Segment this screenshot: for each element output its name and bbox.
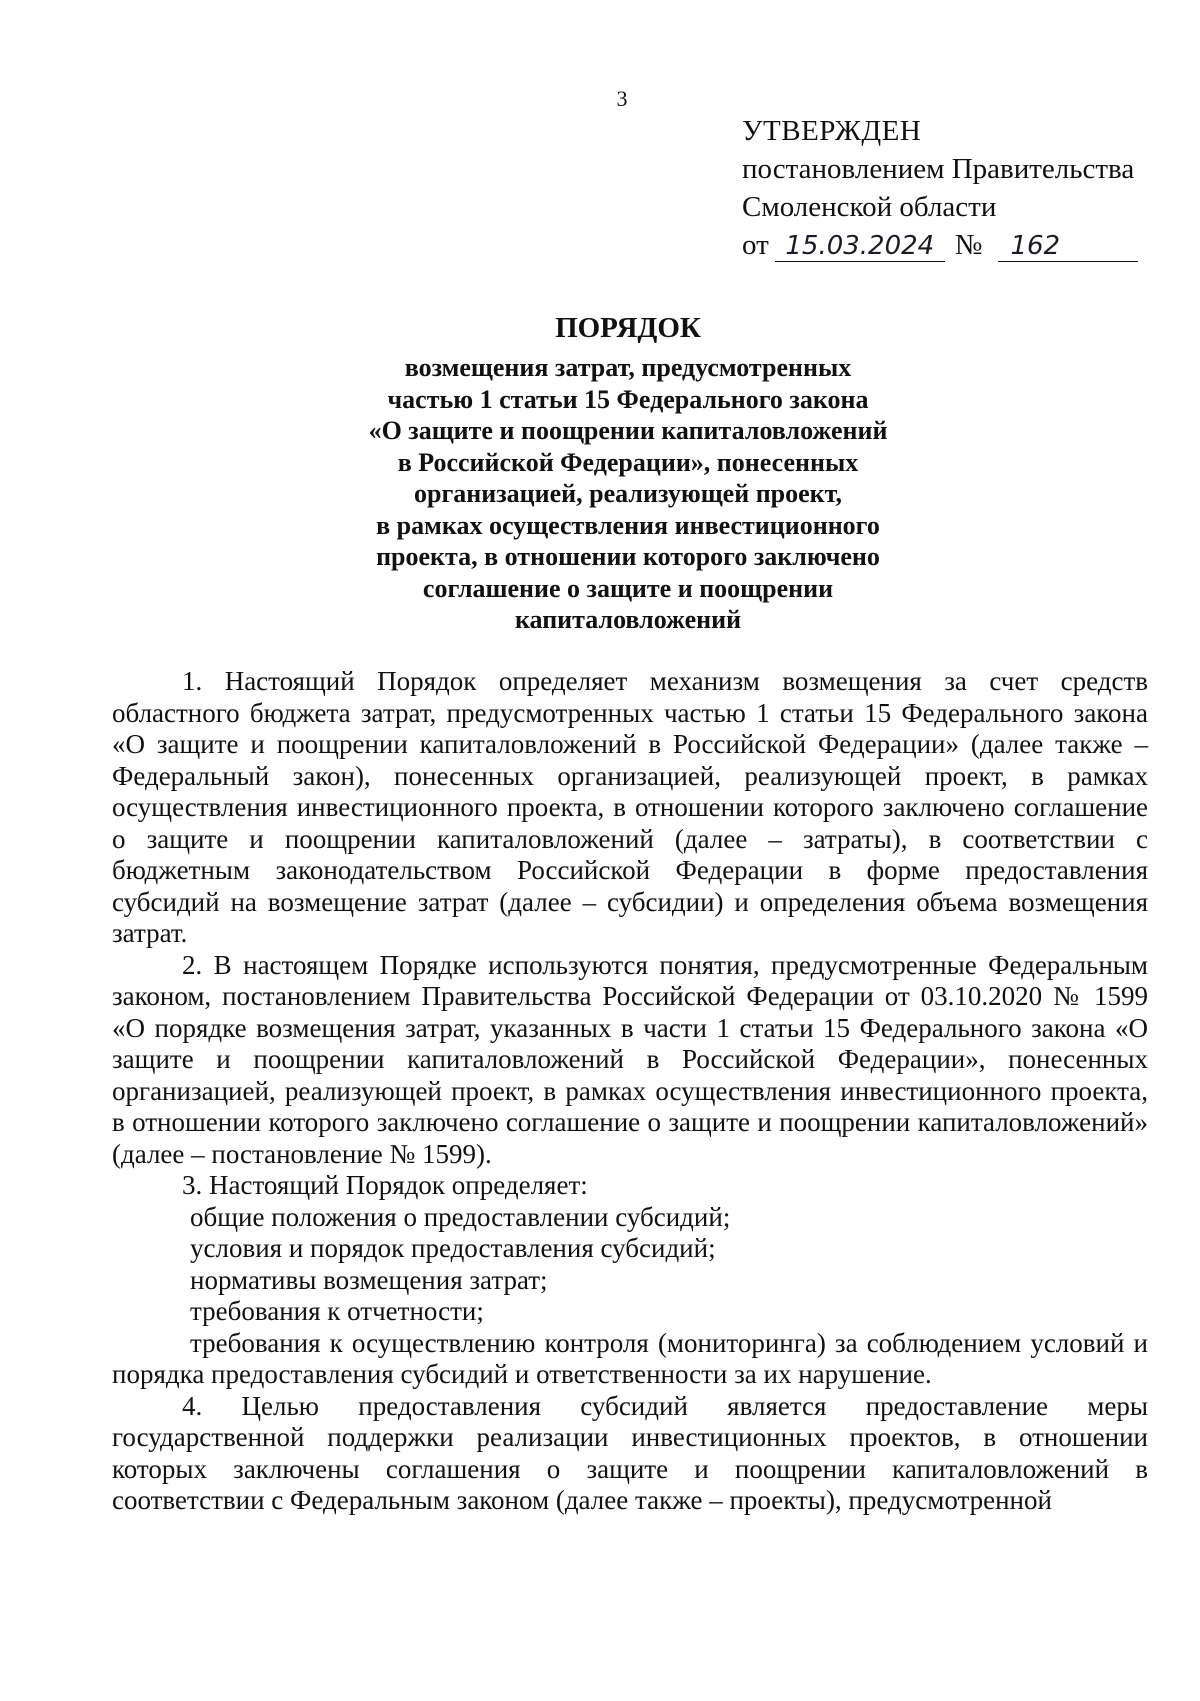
title-line: в Российской Федерации», понесенных (397, 447, 859, 477)
title-line: «О защите и поощрении капиталовложений (368, 416, 888, 445)
paragraph-3: 3. Настоящий Порядок определяет: (182, 1170, 588, 1200)
document-body (112, 666, 1148, 1517)
title-line: частью 1 статьи 15 Федерального закона (387, 384, 869, 414)
handwritten-number: 162 (998, 231, 1138, 262)
title-line: проекта, в отношении которого заключено (376, 542, 880, 571)
list-item: требования к отчетности; (190, 1296, 484, 1326)
paragraph-1: 1. Настоящий Порядок определяет механизм возмещения за счет средств областного бюджета затрат, предусмотренных частью 1 статьи 15 Федерального закона «О защите и поощрении капиталовложений в Российской Федерации» (далее также – Федеральный закон), понесенных организацией, реализующей проект, в рамках осуществления инвестиционного проекта, в отношении которого заключено соглашение о защите и поощрении капиталовложений (далее – затраты), в соответствии с бюджетным законодательством Российской Федерации в форме предоставления субсидий на возмещение затрат (далее – субсидии) и определения объема возмещения затрат. (112, 666, 1148, 948)
approval-stamp: УТВЕРЖДЕН (742, 115, 922, 147)
list-item: общие положения о предоставлении субсидий; (190, 1201, 731, 1232)
handwritten-date: 15.03.2024 (775, 231, 945, 262)
approval-line-1: постановлением Правительства (742, 153, 1135, 185)
date-prefix: от (742, 229, 769, 261)
approval-line-2: Смоленской области (742, 191, 997, 223)
list-item-last: требования к осуществлению контроля (мониторинга) за соблюдением условий и порядка предоставления субсидий и ответственности за их нарушение. (112, 1327, 1148, 1389)
approval-block (742, 112, 1138, 264)
list-item: нормативы возмещения затрат; (190, 1264, 548, 1295)
document-title (28, 306, 1200, 636)
title-line: возмещения затрат, предусмотренных (404, 353, 852, 382)
title-line: соглашение о защите и поощрении (422, 573, 834, 603)
title-main: ПОРЯДОК (555, 312, 701, 344)
title-line: капиталовложений (514, 605, 742, 634)
title-line: в рамках осуществления инвестиционного (376, 510, 880, 540)
approval-date-line (742, 226, 1138, 264)
title-subtitle (28, 352, 1200, 636)
page-number: 3 (616, 86, 628, 111)
list-item: условия и порядок предоставления субсидий; (190, 1233, 716, 1263)
number-sign: № (954, 229, 983, 261)
title-line: организацией, реализующей проект, (414, 479, 842, 508)
paragraph-2: 2. В настоящем Порядке используются понятия, предусмотренные Федеральным законом, постановлением Правительства Российской Федерации от 03.10.2020 № 1599 «О порядке возмещения затрат, указанных в части 1 статьи 15 Федерального закона «О защите и поощрении капиталовложений в Российской Федерации», понесенных организацией, реализующей проект, в рамках осуществления инвестиционного проекта, в отношении которого заключено соглашение о защите и поощрении капиталовложений» (далее – постановление № 1599). (112, 949, 1148, 1169)
paragraph-4: 4. Целью предоставления субсидий является предоставление меры государственной поддержки реализации инвестиционных проектов, в отношении которых заключены соглашения о защите и поощрении капиталовложений в соответствии с Федеральным законом (далее также – проекты), предусмотренной (112, 1390, 1148, 1515)
